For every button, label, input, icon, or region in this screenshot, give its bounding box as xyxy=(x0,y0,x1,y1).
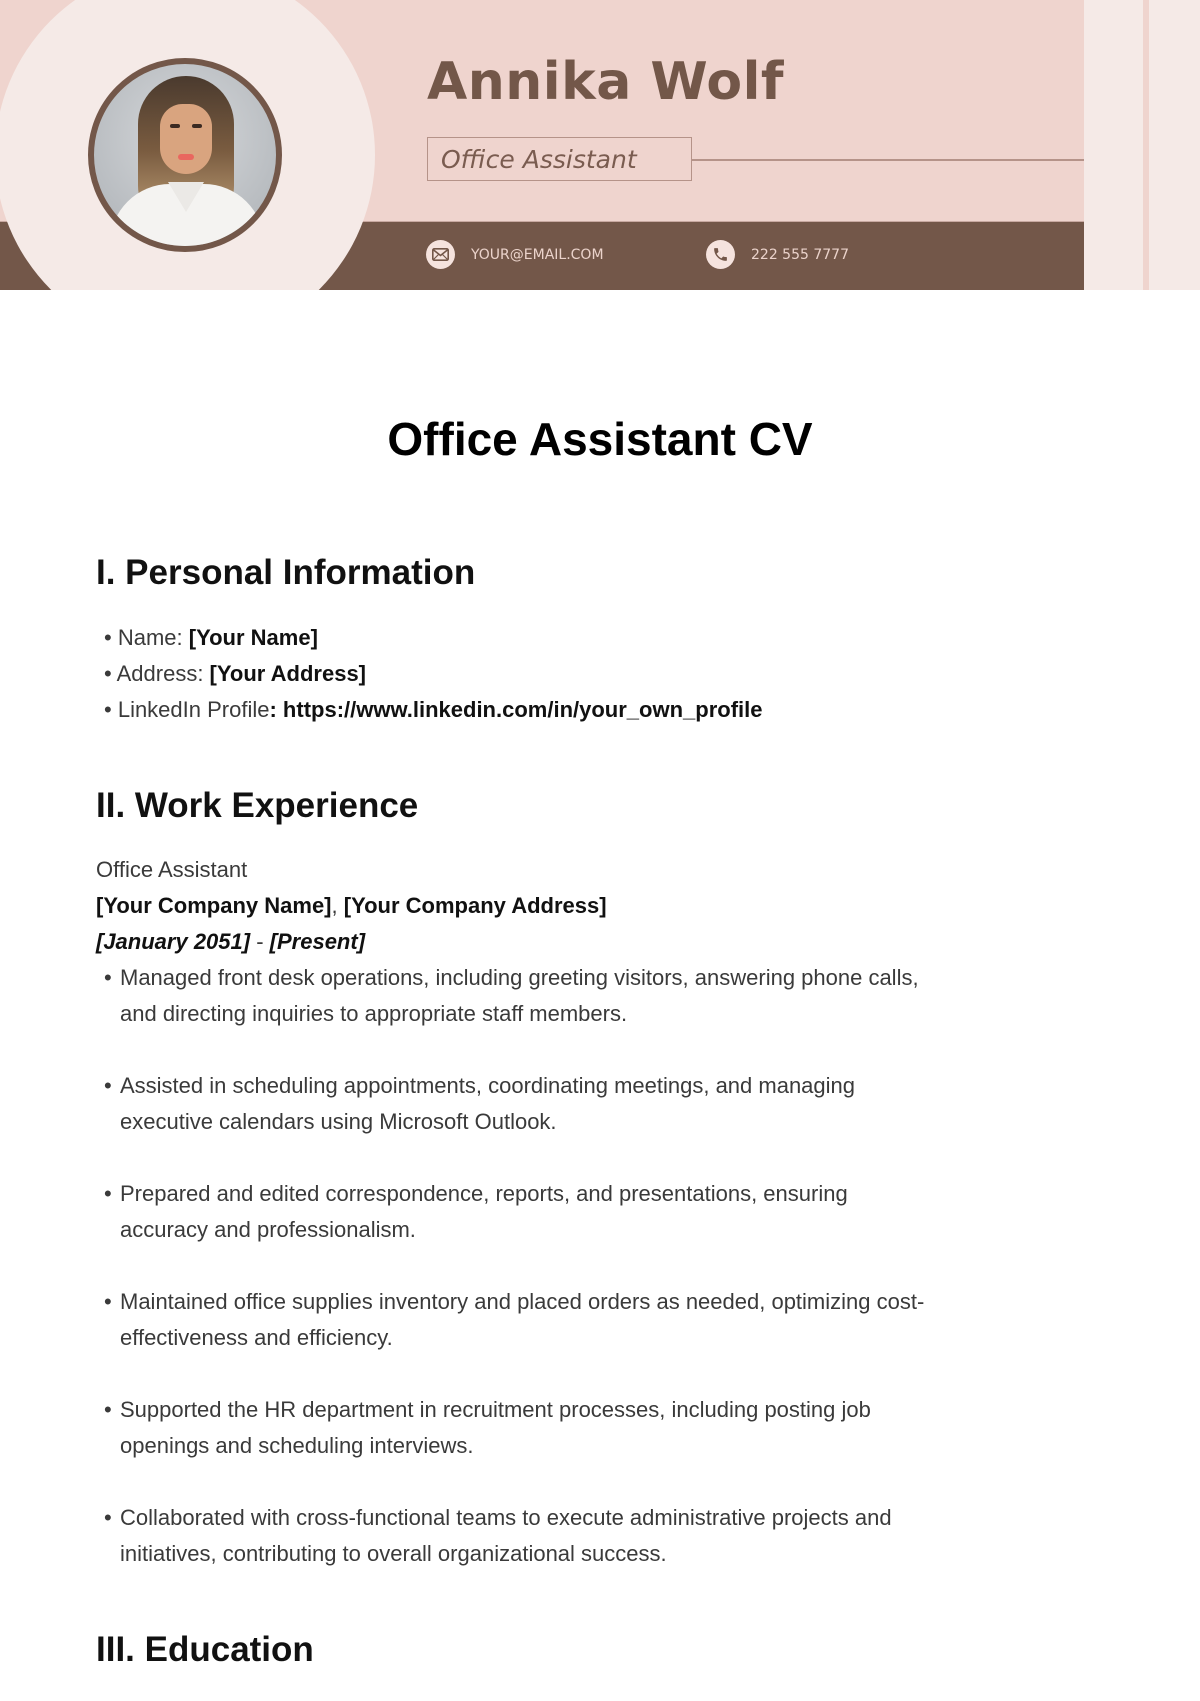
contact-phone[interactable] xyxy=(706,240,849,269)
decorative-side-stripe xyxy=(1143,0,1149,290)
personal-address-value: [Your Address] xyxy=(209,661,367,686)
title-rule xyxy=(692,159,1084,161)
work-bullet: • Maintained office supplies inventory and placed orders as needed, optimizing cost- effectiveness and efficiency. xyxy=(104,1289,925,1350)
personal-linkedin-item: • LinkedIn Profile: https://www.linkedin.com/in/your_own_profile xyxy=(104,697,763,722)
candidate-name: Annika Wolf xyxy=(427,52,785,112)
date-end: [Present] xyxy=(269,929,366,954)
section-heading-education: III. Education xyxy=(96,1630,314,1669)
contact-email[interactable] xyxy=(426,240,604,269)
work-bullet: • Supported the HR department in recruitment processes, including posting job openings and scheduling interviews. xyxy=(104,1397,871,1458)
personal-address-item: • Address: [Your Address] xyxy=(104,661,367,686)
email-text: YOUR@EMAIL.COM xyxy=(471,246,604,263)
company-name: [Your Company Name] xyxy=(96,893,332,918)
work-bullet: • Prepared and edited correspondence, reports, and presentations, ensuring accuracy and professionalism. xyxy=(104,1181,848,1242)
section-heading-work: II. Work Experience xyxy=(96,786,419,825)
work-bullet: • Assisted in scheduling appointments, coordinating meetings, and managing executive calendars using Microsoft Outlook. xyxy=(104,1073,856,1134)
work-bullet: • Collaborated with cross-functional teams to execute administrative projects and initiatives, contributing to overall organizational success. xyxy=(104,1505,892,1566)
job-title-box xyxy=(427,137,692,181)
personal-name-value: [Your Name] xyxy=(188,625,318,650)
document-title: Office Assistant CV xyxy=(387,413,813,465)
linkedin-link[interactable]: : https://www.linkedin.com/in/your_own_profile xyxy=(269,697,763,722)
work-company: [Your Company Name], [Your Company Address] xyxy=(96,893,607,918)
work-role: Office Assistant xyxy=(96,857,248,882)
phone-icon xyxy=(706,240,735,269)
work-dates: [January 2051] - [Present] xyxy=(96,929,366,954)
section-heading-personal: I. Personal Information xyxy=(96,553,476,592)
personal-name-item: • Name: [Your Name] xyxy=(104,625,318,650)
job-title: Office Assistant xyxy=(441,144,637,174)
date-start: [January 2051] xyxy=(96,929,251,954)
cv-header xyxy=(0,0,1200,290)
phone-text: 222 555 7777 xyxy=(751,246,849,263)
company-address: [Your Company Address] xyxy=(343,893,607,918)
work-bullet: • Managed front desk operations, including greeting visitors, answering phone calls, and directing inquiries to appropriate staff members. xyxy=(104,965,919,1026)
profile-photo xyxy=(88,58,282,252)
envelope-icon xyxy=(426,240,455,269)
